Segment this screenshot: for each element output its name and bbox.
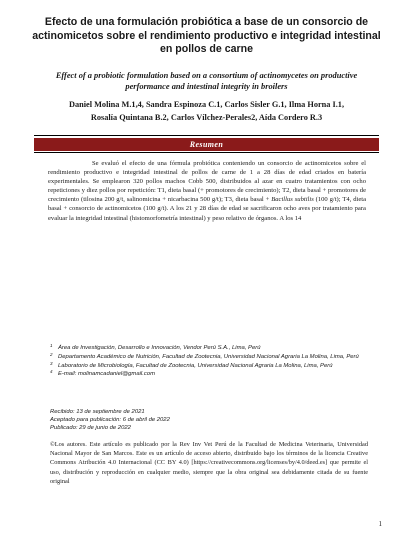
footnote-text: Departamento Académico de Nutrición, Facultad de Zootecnia, Universidad Nacional Agraria La Molina, Lima, Perú (58, 353, 359, 360)
footnote-marker: 4 (50, 369, 53, 375)
footnote-text: E-mail: molinamcadaniel@gmail.com (58, 371, 155, 378)
abstract-part-1: Se evaluó el efecto de una fórmula probiótica conteniendo un consorcio de actinomicetos sobre el rendimiento productivo e integridad intestinal de pollos de carne de 1 a 28 días de edad criados en batería experimentales. Se emplearon 320 pollos machos Cobb 500, distribuidos al azar en cuatro tratamientos con ocho repeticiones y diez pollos por repetición: T1, dieta basal (+ promotores de crecimiento); T2, dieta basal + promotores de crecimiento (tilosina 200 g/t, salinomicina + nicarbacina 500 g/t); T3, dieta basal + (48, 160, 366, 204)
author-line-2: Rosalía Quintana B.2, Carlos Vílchez-Perales2, Aída Cordero R.3 (90, 113, 323, 122)
abstract-text (48, 159, 366, 223)
top-rule (34, 135, 379, 136)
footnote-marker: 1 (50, 343, 53, 348)
footnote-email (50, 370, 368, 379)
author-list (34, 98, 379, 124)
article-subtitle-english: Effect of a probiotic formulation based on a consortium of actinomycetes on productive performance and intestinal integrity in broilers (55, 71, 358, 91)
license-notice: ©Los autores. Este artículo es publicado por la Rev Inv Vet Perú de la Facultad de Medicina Veterinaria, Universidad Nacional Mayor de San Marcos. Este es un artículo de acceso abierto, distribuido bajo los términos de la licencia Creative Commons Atribución 4.0 Internacional (CC BY 4.0) [https://creativecommons.org/licenses/by/4.0/deed.es] que permite el uso, distribución y reproducción en cualquier medio, siempre que la obra original sea debidamente citada de su fuente original (50, 441, 368, 485)
section-heading-resumen: Resumen (34, 138, 379, 151)
footnote-3 (50, 362, 368, 371)
publication-dates (50, 408, 370, 433)
footnote-marker: 3 (50, 360, 53, 366)
date-accepted: Aceptado para publicación: 6 de abril de 2022 (50, 417, 170, 424)
footnote-text: Área de Investigación, Desarrollo e Innovación, Vendor Perú S.A., Lima, Perú (58, 345, 261, 351)
abstract-part-2: (100 g/t); T4, dieta basal + consorcio de actinomicetos (100 g/t). A los 21 y 28 días de edad se sacrificaron ocho aves por tratamiento para evaluar la integridad intestinal (histomorfometría intestinal) y peso relativo de órganos. A los 14 (48, 196, 367, 222)
footnote-marker: 2 (50, 351, 53, 357)
author-line-1: Daniel Molina M.1,4, Sandra Espinoza C.1, Carlos Sisler G.1, Ilma Horna I.1, (68, 100, 345, 109)
date-published: Publicado: 29 de junio de 2022 (50, 425, 131, 432)
article-title: Efecto de una formulación probiótica a base de un consorcio de actinomicetos sobre el rendimiento productivo e integridad intestinal en pollos de carne (32, 16, 381, 55)
footnote-2 (50, 353, 368, 362)
abstract-species-name: Bacillus subtilis (271, 196, 314, 204)
footnote-text: Laboratorio de Microbiología, Facultad de Zootecnia, Universidad Nacional Agraria La Molina, Lima, Perú (58, 362, 333, 369)
footnote-1 (50, 344, 368, 353)
affiliation-footnotes (50, 344, 368, 379)
date-received: Recibido: 13 de septiembre de 2021 (50, 409, 145, 415)
bottom-rule (34, 152, 379, 153)
page-number: 1 (378, 520, 382, 528)
